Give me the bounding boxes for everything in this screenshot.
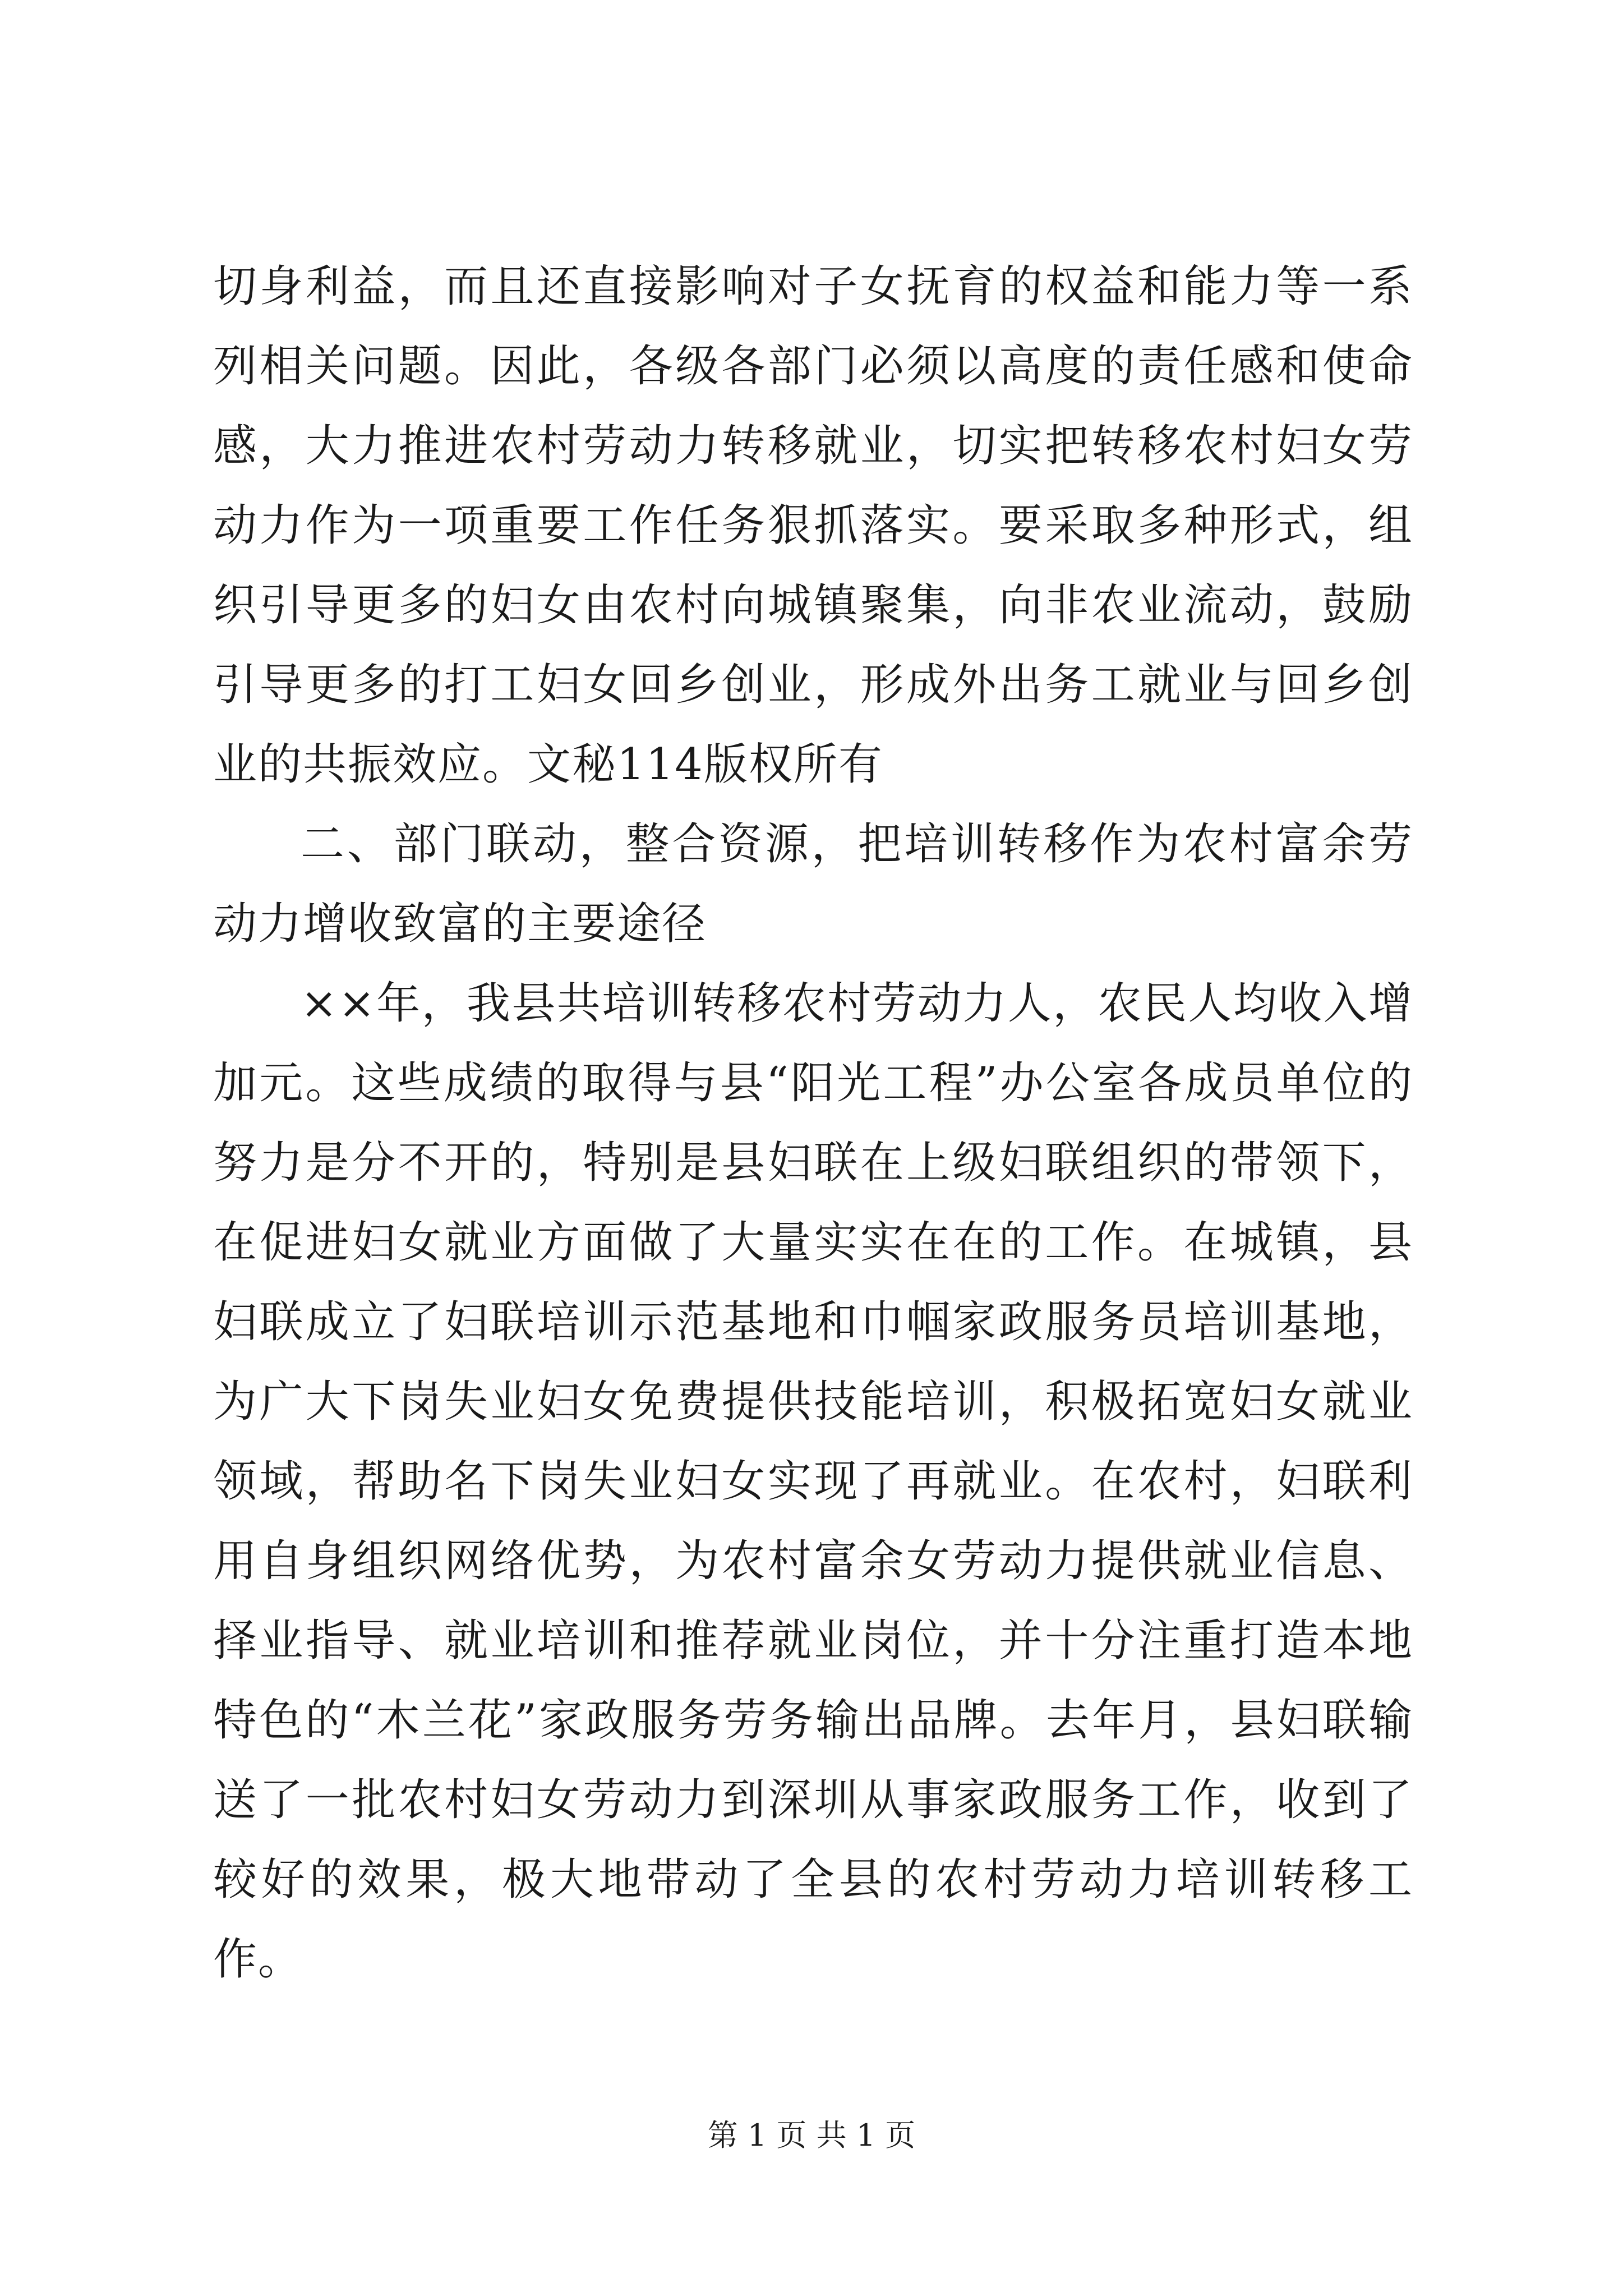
page-footer: 第 1 页 共 1 页 [707,2118,916,2153]
paragraph-continuation: 切身利益，而且还直接影响对子女抚育的权益和能力等一系列相关问题。因此，各级各部门必须以高度的责任感和使命感，大力推进农村劳动力转移就业，切实把转移农村妇女劳动力作为一项重要工作任务狠抓落实。要采取多种形式，组织引导更多的妇女由农村向城镇聚集，向非农业流动，鼓励引导更多的打工妇女回乡创业，形成外出务工就业与回乡创业的共振效应。文秘114版权所有 [213,261,1413,790]
paragraph-body: ××年，我县共培训转移农村劳动力人，农民人均收入增加元。这些成绩的取得与县“阳光工程”办公室各成员单位的努力是分不开的，特别是县妇联在上级妇联组织的带领下，在促进妇女就业方面做了大量实实在在的工作。在城镇，县妇联成立了妇联培训示范基地和巾帼家政服务员培训基地，为广大下岗失业妇女免费提供技能培训，积极拓宽妇女就业领域，帮助名下岗失业妇女实现了再就业。在农村，妇联利用自身组织网络优势，为农村富余女劳动力提供就业信息、择业指导、就业培训和推荐就业岗位，并十分注重打造本地特色的“木兰花”家政服务劳务输出品牌。去年月，县妇联输送了一批农村妇女劳动力到深圳从事家政服务工作，收到了较好的效果，极大地带动了全县的农村劳动力培训转移工作。 [213,978,1413,1985]
document-body [213,247,1413,1999]
section-heading: 二、部门联动，整合资源，把培训转移作为农村富余劳动力增收致富的主要途径 [213,819,1413,949]
